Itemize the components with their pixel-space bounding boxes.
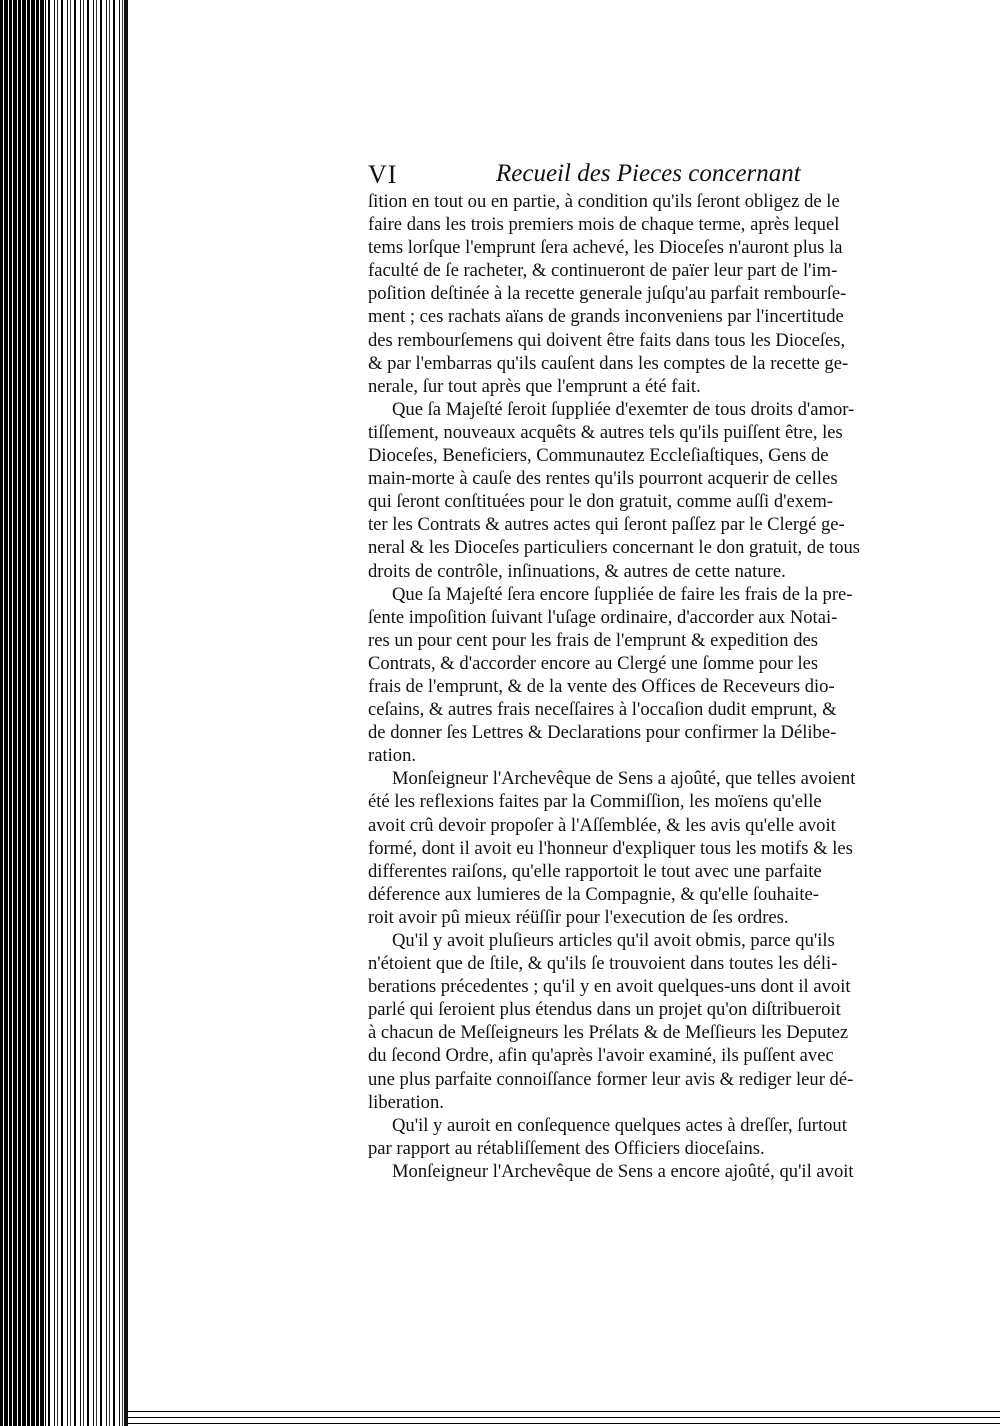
running-title: Recueil des Pieces concernant bbox=[496, 160, 801, 187]
text-line: Que ſa Majeſté ſera encore ſuppliée de faire les frais de la pre- bbox=[392, 583, 853, 605]
text-line: formé, dont il avoit eu l'honneur d'expliquer tous les motifs & les bbox=[368, 837, 853, 859]
page-bottom-edge bbox=[128, 1408, 1000, 1426]
text-line: liberation. bbox=[368, 1091, 444, 1113]
text-line: à chacun de Meſſeigneurs les Prélats & de Meſſieurs les Deputez bbox=[368, 1022, 849, 1044]
body-text bbox=[368, 190, 861, 1183]
page-edge-line bbox=[124, 0, 128, 1426]
text-line: Dioceſes, Beneficiers, Communautez Eccleſiaſtiques, Gens de bbox=[368, 445, 829, 467]
book-binding-edge bbox=[0, 0, 128, 1426]
text-line: été les reflexions faites par la Commiſſion, les moïens qu'elle bbox=[368, 791, 822, 813]
text-line: parlé qui ſeroient plus étendus dans un projet qu'on diſtribueroit bbox=[368, 999, 841, 1021]
text-line: du ſecond Ordre, afin qu'après l'avoir examiné, ils puſſent avec bbox=[368, 1045, 834, 1067]
text-line: faculté de ſe racheter, & continueront de païer leur part de l'im- bbox=[368, 260, 838, 282]
page-number: VI bbox=[368, 160, 398, 189]
paragraph bbox=[368, 1160, 854, 1183]
text-line: ſition en tout ou en partie, à condition qu'ils ſeront obligez de le bbox=[368, 191, 840, 212]
text-line: avoit crû devoir propoſer à l'Aſſemblée, & les avis qu'elle avoit bbox=[368, 814, 836, 836]
running-head bbox=[368, 158, 802, 194]
text-line: Que ſa Majeſté ſeroit ſuppliée d'exemter de tous droits d'amor- bbox=[392, 398, 855, 420]
text-line: faire dans les trois premiers mois de chaque terme, après lequel bbox=[368, 214, 840, 236]
paragraph bbox=[368, 583, 853, 768]
text-line: ration. bbox=[368, 745, 417, 767]
text-line: neral & les Dioceſes particuliers concernant le don gratuit, de tous bbox=[368, 537, 861, 559]
text-line: de donner ſes Lettres & Declarations pour confirmer la Délibe- bbox=[368, 722, 837, 744]
text-line: une plus parfaite connoiſſance former leur avis & rediger leur dé- bbox=[368, 1068, 854, 1090]
paragraph bbox=[368, 398, 861, 583]
text-line: ter les Contrats & autres actes qui ſeront paſſez par le Clergé ge- bbox=[368, 514, 845, 536]
text-line: Contrats, & d'accorder encore au Clergé une ſomme pour les bbox=[368, 652, 819, 674]
text-line: Monſeigneur l'Archevêque de Sens a encore ajoûté, qu'il avoit bbox=[392, 1160, 854, 1182]
text-line: ſente impoſition ſuivant l'uſage ordinaire, d'accorder aux Notai- bbox=[368, 606, 838, 628]
text-line: ment ; ces rachats aïans de grands inconveniens par l'incertitude bbox=[368, 306, 844, 328]
paragraph bbox=[368, 1114, 847, 1160]
text-line: frais de l'emprunt, & de la vente des Offices de Receveurs dio- bbox=[368, 675, 835, 697]
text-line: poſition deſtinée à la recette generale juſqu'au parfait rembourſe- bbox=[368, 283, 847, 305]
text-line: differentes raiſons, qu'elle rapportoit le tout avec une parfaite bbox=[368, 860, 822, 882]
text-line: tems lorſque l'emprunt ſera achevé, les Dioceſes n'auront plus la bbox=[368, 237, 843, 259]
text-line: déference aux lumieres de la Compagnie, & qu'elle ſouhaite- bbox=[368, 883, 819, 905]
text-line: tiſſement, nouveaux acquêts & autres tels qu'ils puiſſent être, les bbox=[368, 421, 843, 443]
text-line: n'étoient que de ſtile, & qu'ils ſe trouvoient dans toutes les déli- bbox=[368, 953, 838, 975]
text-line: par rapport au rétabliſſement des Officiers dioceſains. bbox=[368, 1137, 765, 1159]
text-line: Qu'il y avoit pluſieurs articles qu'il avoit obmis, parce qu'ils bbox=[392, 930, 835, 951]
text-line: des rembourſemens qui doivent être faits dans tous les Dioceſes, bbox=[368, 329, 846, 351]
paragraph bbox=[368, 929, 854, 1114]
text-line: berations précedentes ; qu'il y en avoit quelques-uns dont il avoit bbox=[368, 976, 851, 998]
text-line: res un pour cent pour les frais de l'emprunt & expedition des bbox=[368, 629, 818, 651]
text-line: & par l'embarras qu'ils cauſent dans les comptes de la recette ge- bbox=[368, 352, 849, 374]
text-line: Qu'il y auroit en conſequence quelques actes à dreſſer, ſurtout bbox=[392, 1114, 847, 1136]
text-line: ceſains, & autres frais neceſſaires à l'occaſion dudit emprunt, & bbox=[368, 699, 837, 721]
text-line: main-morte à cauſe des rentes qu'ils pourront acquerir de celles bbox=[368, 468, 838, 490]
text-line: roit avoir pû mieux réüſſir pour l'execution de ſes ordres. bbox=[368, 906, 789, 928]
paragraph bbox=[368, 190, 849, 398]
text-line: droits de contrôle, inſinuations, & autres de cette nature. bbox=[368, 560, 786, 582]
paragraph bbox=[368, 767, 856, 929]
text-line: Monſeigneur l'Archevêque de Sens a ajoûté, que telles avoient bbox=[392, 768, 856, 790]
text-line: qui ſeront conſtituées pour le don gratuit, comme auſſi d'exem- bbox=[368, 491, 833, 513]
text-line: nerale, ſur tout après que l'emprunt a été fait. bbox=[368, 375, 701, 397]
binding-shadow bbox=[0, 0, 46, 1426]
